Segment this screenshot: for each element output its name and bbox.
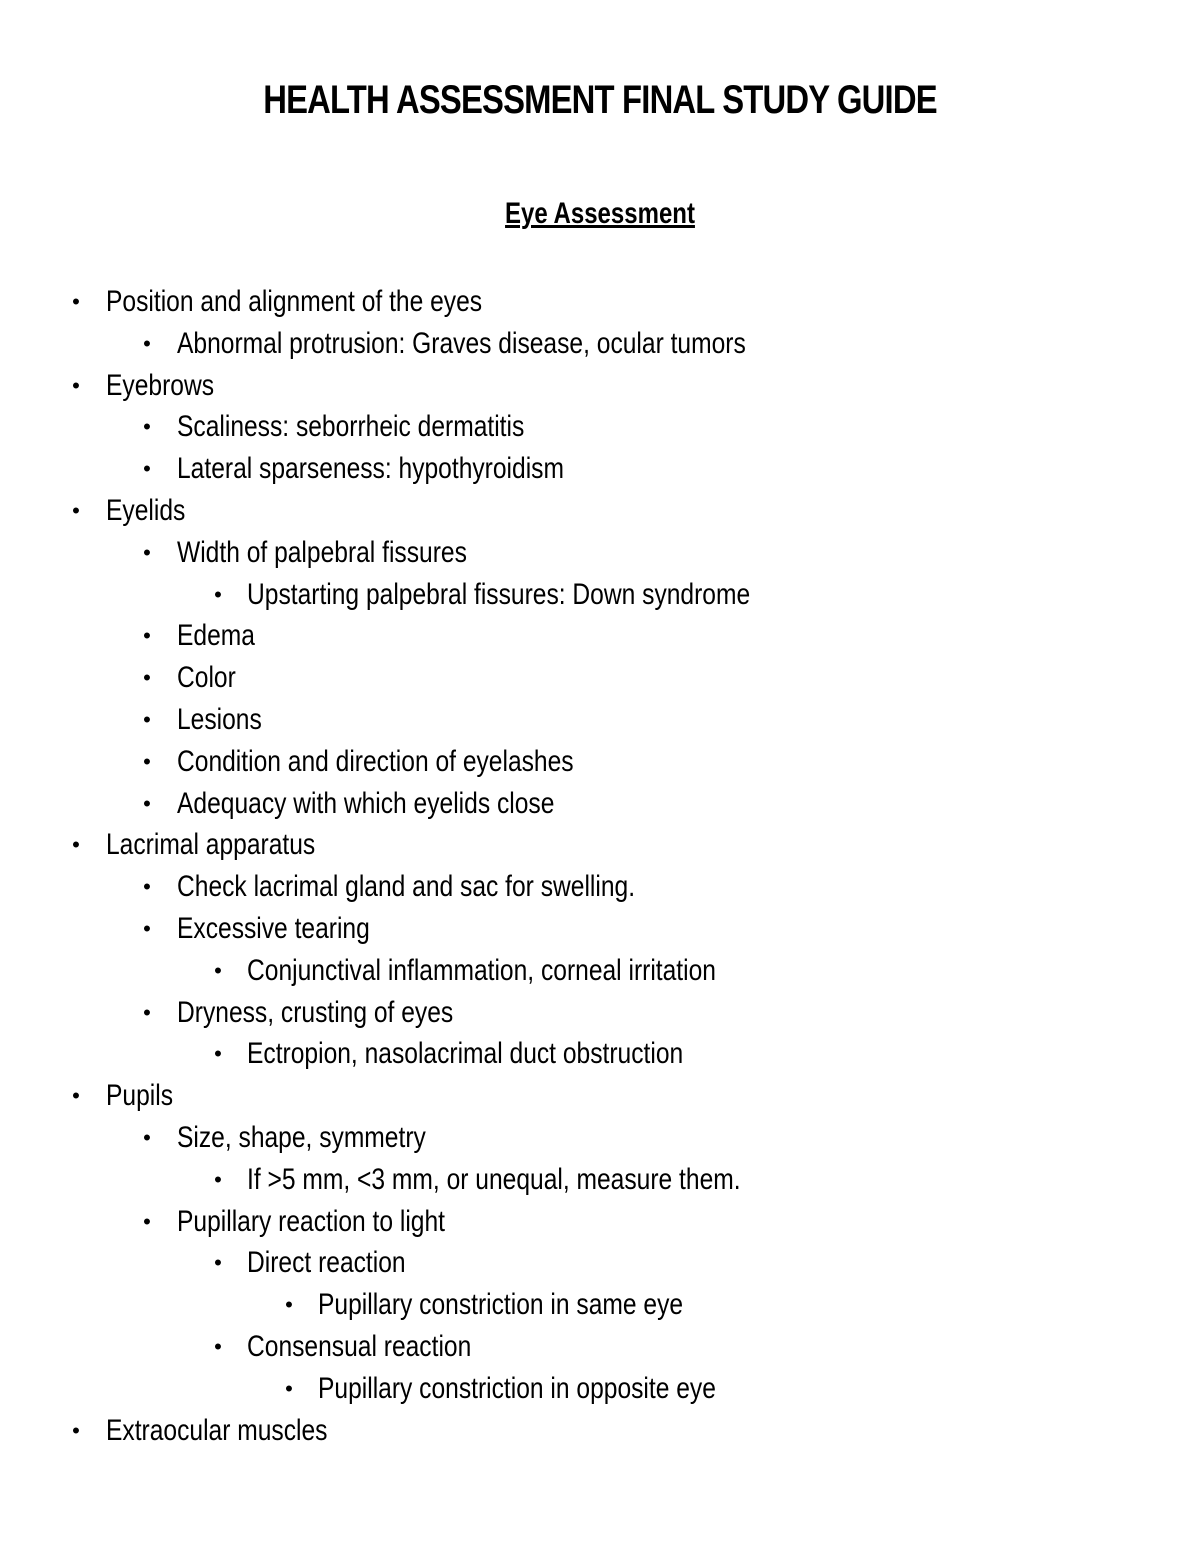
bullet-icon: • [143,999,151,1025]
bullet-icon: • [72,1417,80,1443]
list-item [0,866,1200,908]
bullet-icon: • [72,289,80,314]
bullet-icon: • [143,456,151,482]
list-item [0,532,1200,574]
bullet-icon: • [72,497,80,523]
list-item-text: Excessive tearing [177,911,370,945]
list-item [0,448,1200,490]
bullet-icon: • [214,1250,222,1276]
list-item-text: If >5 mm, <3 mm, or unequal, measure them. [247,1162,741,1196]
bullet-icon: • [143,539,151,565]
list-item [0,281,1200,323]
list-item-text: Lateral sparseness: hypothyroidism [177,452,564,486]
bullet-icon: • [143,874,151,900]
bullet-icon: • [214,1041,222,1067]
list-item-text: Size, shape, symmetry [177,1120,426,1154]
list-item-text: Consensual reaction [247,1329,472,1363]
list-item-text: Eyelids [106,493,186,527]
bullet-icon: • [214,1333,222,1359]
list-item-text: Check lacrimal gland and sac for swelling. [177,870,636,904]
list-item-text: Edema [177,619,255,653]
bullet-icon: • [285,1292,293,1318]
list-item [0,1284,1200,1326]
list-item [0,824,1200,866]
bullet-icon: • [143,706,151,732]
list-item-text: Upstarting palpebral fissures: Down syndrome [247,577,751,611]
list-item [0,365,1200,407]
list-item-text: Condition and direction of eyelashes [177,744,574,778]
list-item-text: Pupillary constriction in same eye [318,1288,684,1322]
list-item [0,699,1200,741]
bullet-icon: • [143,623,151,649]
list-item [0,574,1200,616]
bullet-icon: • [214,581,222,607]
list-item [0,323,1200,365]
list-item-text: Color [177,661,236,695]
bullet-icon: • [214,1166,222,1192]
list-item [0,1326,1200,1368]
outline-list [0,281,1200,1451]
bullet-icon: • [143,1124,151,1150]
list-item-text: Pupils [106,1079,174,1113]
list-item-text: Extraocular muscles [106,1413,328,1447]
list-item [0,950,1200,992]
list-item [0,783,1200,825]
list-item-text: Pupillary constriction in opposite eye [318,1371,716,1405]
list-item [0,1075,1200,1117]
list-item-text: Pupillary reaction to light [177,1204,446,1238]
bullet-icon: • [72,832,80,858]
bullet-icon: • [285,1375,293,1401]
list-item [0,1410,1200,1452]
bullet-icon: • [72,372,80,398]
list-item-text: Conjunctival inflammation, corneal irritation [247,953,716,987]
bullet-icon: • [143,414,151,440]
bullet-icon: • [143,748,151,774]
list-item [0,1368,1200,1410]
list-item [0,992,1200,1034]
list-item-text: Scaliness: seborrheic dermatitis [177,410,525,444]
list-item [0,1201,1200,1243]
bullet-icon: • [143,790,151,816]
bullet-icon: • [143,915,151,941]
list-item [0,908,1200,950]
list-item-text: Adequacy with which eyelids close [177,786,555,820]
list-item [0,741,1200,783]
list-item-text: Width of palpebral fissures [177,535,467,569]
list-item [0,615,1200,657]
section-heading: Eye Assessment [505,197,695,230]
list-item-text: Abnormal protrusion: Graves disease, ocular tumors [177,326,746,360]
list-item [0,406,1200,448]
page-title: HEALTH ASSESSMENT FINAL STUDY GUIDE [263,78,937,122]
list-item [0,1159,1200,1201]
list-item [0,657,1200,699]
bullet-icon: • [143,665,151,691]
list-item-text: Position and alignment of the eyes [106,285,483,318]
list-item [0,1117,1200,1159]
list-item [0,1033,1200,1075]
bullet-icon: • [143,1208,151,1234]
list-item-text: Lesions [177,702,262,736]
list-item-text: Eyebrows [106,368,215,402]
list-item-text: Ectropion, nasolacrimal duct obstruction [247,1037,684,1071]
bullet-icon: • [143,330,151,356]
list-item-text: Dryness, crusting of eyes [177,995,454,1029]
list-item [0,1242,1200,1284]
list-item-text: Direct reaction [247,1246,406,1280]
list-item-text: Lacrimal apparatus [106,828,316,862]
bullet-icon: • [214,957,222,983]
list-item [0,490,1200,532]
bullet-icon: • [72,1083,80,1109]
